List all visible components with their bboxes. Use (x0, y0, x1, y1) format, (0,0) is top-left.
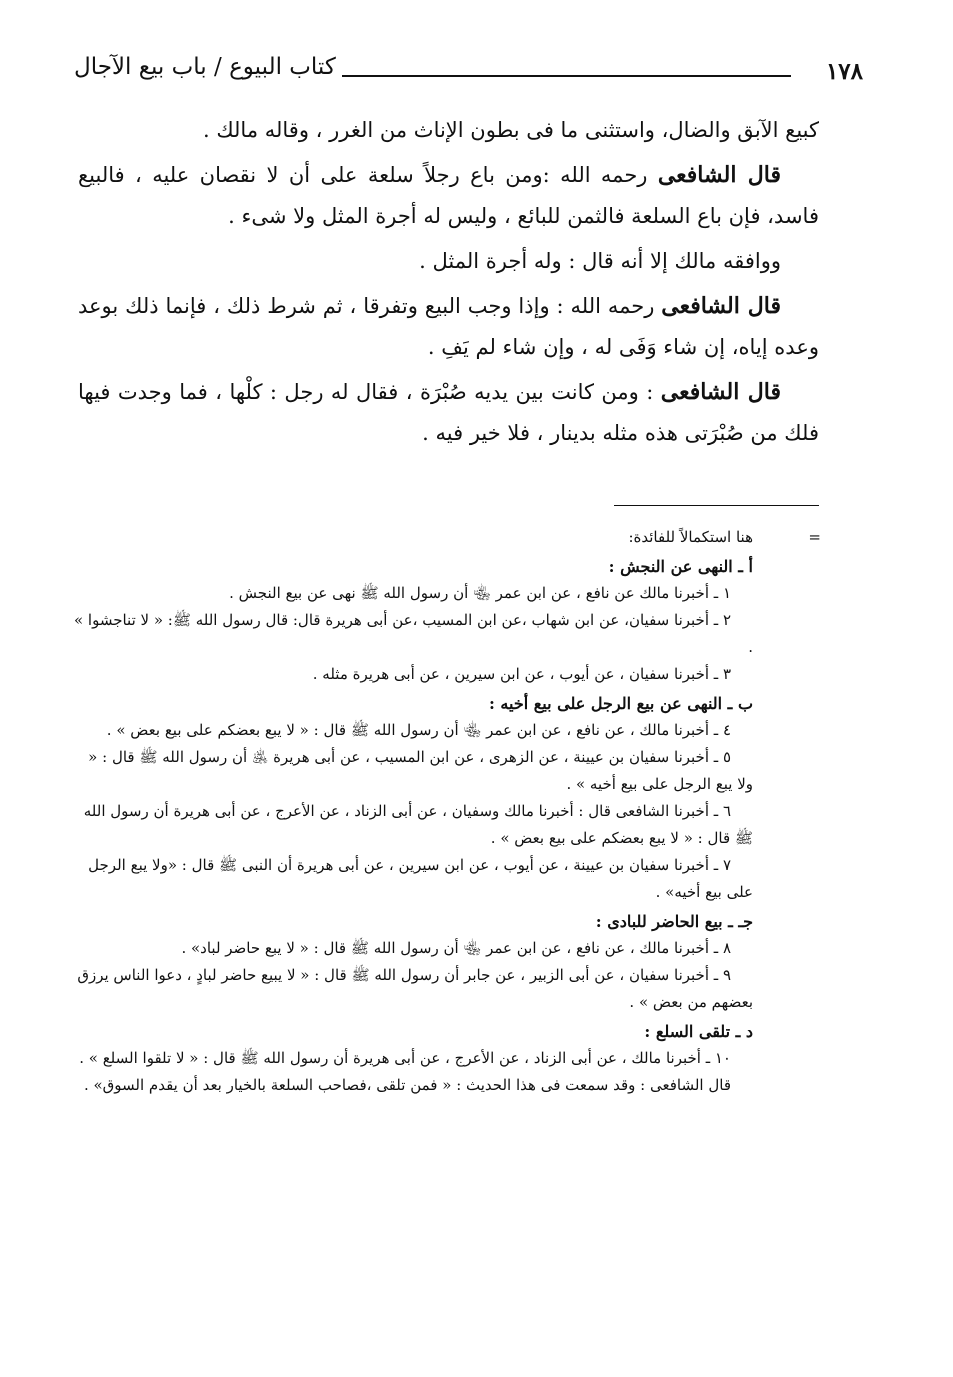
main-paragraph (78, 110, 819, 151)
footnote-divider (614, 505, 819, 506)
paragraph-text: : ومن كانت بين يديه صُبْرَة ، فقال له رجل : كلْها ، فما وجدت فيها فلك من صُبْرَتى هذه مثله بدينار ، فلا خير فيه . (78, 380, 819, 445)
footnote-section-heading: جـ ـ بيع الحاضر للبادى : (595, 912, 753, 931)
footnote-item: ١ ـ أخبرنا مالك عن نافع ، عن ابن عمر ﵄ أن رسول الله ﷺ نهى عن بيع النجش . (229, 584, 731, 602)
paragraph-text: رحمه الله : وإذا وجب البيع وتفرقا ، ثم شرط ذلك ، فإنما ذلك بوعد وعده إياه، إن شاء وَفَى له ، وإن شاء لم يَفِ . (78, 294, 819, 359)
main-paragraph (78, 372, 819, 454)
header-rule (342, 75, 791, 77)
running-title: كتاب البيوع / باب بيع الآجال (74, 54, 336, 80)
footnote-section-heading: ب ـ النهى عن بيع الرجل على بيع أخيه : (488, 694, 753, 713)
speaker-label: قال الشافعى (660, 379, 781, 405)
page-header (74, 52, 863, 92)
page-number: ١٧٨ (825, 58, 863, 85)
main-paragraph (78, 286, 819, 368)
footnote-item: ٣ ـ أخبرنا سفيان ، عن أيوب ، عن ابن سيرين ، عن أبى هريرة مثله . (312, 665, 731, 683)
speaker-label: قال الشافعى (657, 162, 781, 188)
footnote-continuation-mark: = (808, 528, 821, 546)
main-paragraph (78, 241, 819, 282)
speaker-label: قال الشافعى (661, 293, 781, 319)
main-paragraph (78, 155, 819, 237)
footnote-item: ٩ ـ أخبرنا سفيان ، عن أبى الزبير ، عن جابر أن رسول الله ﷺ قال : « لا يبيع حاضر لبادٍ ، دعوا الناس يرزق بعضهم من بعض » . (77, 966, 753, 1011)
footnote-item: قال الشافعى : وقد سمعت فى هذا الحديث : « فمن تلقى ،فصاحب السلعة بالخيار بعد أن يقدم السوق» . (83, 1076, 731, 1094)
footnote-section-heading: أ ـ النهى عن النجش : (608, 557, 753, 576)
paragraph-text: رحمه الله :ومن باع رجلاً سلعة على أن لا نقصان عليه ، فالبيع فاسد، فإن باع السلعة فالثمن للبائع ، وليس له أجرة المثل ولا شىء . (78, 163, 819, 228)
footnote-item: ١٠ ـ أخبرنا مالك ، عن أبى الزناد ، عن الأعرج ، عن أبى هريرة أن رسول الله ﷺ قال : « لا تلقوا السلع » . (79, 1049, 731, 1067)
paragraph-text: كبيع الآبق والضال، واستثنى ما فى بطون الإناث من الغرر ، وقاله مالك . (202, 118, 819, 142)
footnote-item: ٦ ـ أخبرنا الشافعى قال : أخبرنا مالك وسفيان ، عن أبى الزناد ، عن الأعرج ، عن أبى هريرة أن رسول الله ﷺ قال : « لا يبع بعضكم على بيع بعض » . (83, 802, 753, 847)
footnote-item: ٨ ـ أخبرنا مالك ، عن نافع ، عن ابن عمر ﵄ أن رسول الله ﷺ قال : « لا يبع حاضر لباد» . (181, 939, 731, 957)
footnote-item: ٥ ـ أخبرنا سفيان بن عيينة ، عن الزهرى ، عن ابن المسيب ، عن أبى هريرة ﵁ أن رسول الله ﷺ قال : « ولا يبع الرجل على بيع أخيه » . (88, 748, 753, 793)
footnote-item: ٢ ـ أخبرنا سفيان، عن ابن شهاب ،عن ابن المسيب ،عن أبى هريرة قال: قال رسول الله ﷺ: « لا تناجشوا » . (73, 611, 753, 656)
footnote-section-heading: د ـ تلقى السلع : (644, 1022, 753, 1041)
footnote-item: ٤ ـ أخبرنا مالك ، عن نافع ، عن ابن عمر ﵄ أن رسول الله ﷺ قال : « لا يبع بعضكم على بيع بعض » . (106, 721, 731, 739)
paragraph-text: ووافقه مالك إلا أنه قال : وله أجرة المثل . (419, 249, 781, 273)
footnote-intro: هنا استكمالاً للفائدة: (628, 528, 753, 546)
footnotes (72, 524, 753, 1099)
main-text (78, 110, 819, 458)
footnote-item: ٧ ـ أخبرنا سفيان بن عيينة ، عن أيوب ، عن ابن سيرين ، عن أبى هريرة أن النبى ﷺ قال : «ولا يبع الرجل على بيع أخيه» . (88, 856, 753, 901)
